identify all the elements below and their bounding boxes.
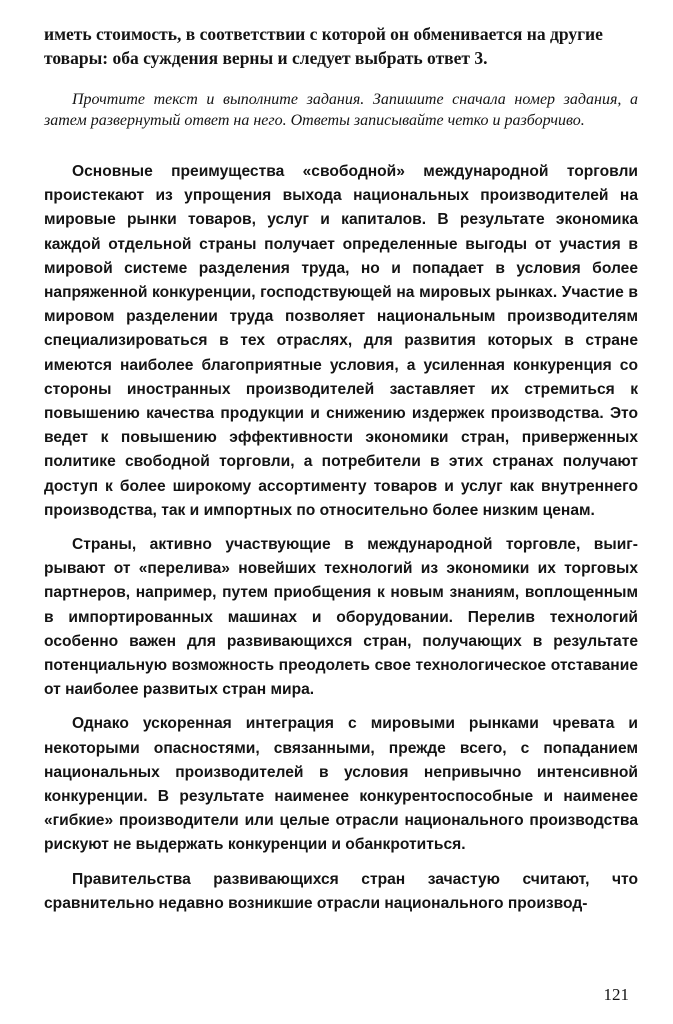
- intro-text-block: [44, 22, 638, 70]
- article-text: [44, 160, 638, 926]
- page-number: 121: [603, 985, 629, 1004]
- paragraph-4: Правительства развивающихся стран зачастую считают, что сравнительно недавно возникшие отрасли национального производ-: [44, 870, 638, 912]
- task-instruction: Прочтите текст и выполните задания. Запишите сначала номер задания, а затем развернутый ответ на него. Ответы записывайте четко и разборчиво.: [44, 91, 638, 129]
- intro-paragraph: иметь стоимость, в соответствии с которой он обменивается на другие товары: оба суждения верны и следует выбрать ответ 3.: [44, 24, 603, 68]
- paragraph-3: Однако ускоренная интеграция с мировыми рынками чревата и некоторыми опасностями, связанными, прежде всего, с попаданием национальных производителей в условия непривычно интенсивной конкуренции. В результате наименее конкурентоспособные и наименее «гибкие» производители или целые отрасли национального производства рискуют не выдержать конкуренции и обанкротиться.: [44, 715, 638, 854]
- paragraph-2: Страны, активно участвующие в международной торговле, выигрывают от «перелива» новейших технологий из экономики их торговых партнеров, например, путем приобщения к новым знаниям, воплощенным в импортированных машинах и оборудовании. Перелив технологий особенно важен для развивающихся стран, получающих в результате потенциальную возможность преодолеть свое технологическое отставание от наиболее развитых стран мира.: [44, 536, 638, 699]
- paragraph-1: Основные преимущества «свободной» международной торговли проистекают из упрощения выхода национальных производителей на мировые рынки товаров, услуг и капиталов. В результате экономика каждой отдельной страны получает определенные выгоды от участия в мировой системе разделения труда, но и попадает в условия более напряженной конкуренции, господствующей на мировых рынках. Участие в мировом разделении труда позволяет национальным производителям специализироваться в тех отраслях, для развития которых в стране имеются наиболее благоприятные условия, а усиленная конкуренция со стороны иностранных производителей заставляет их стремиться к повышению качества продукции и снижению издержек производства. Это ведет к повышению эффективности экономики стран, приверженных политике свободной торговли, а потребители в этих странах получают доступ к более широкому ассортименту товаров и услуг как внутреннего производства, так и импортных по относительно более низким ценам.: [44, 163, 638, 519]
